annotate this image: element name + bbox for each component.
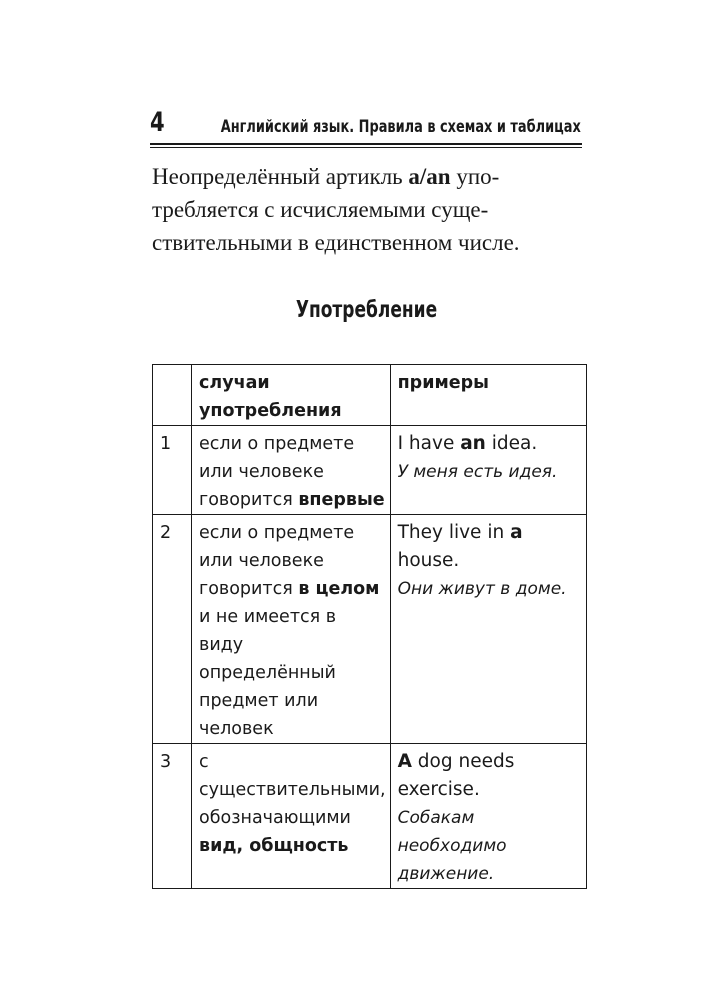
page-number: 4 [150,107,165,138]
case-emphasis: вид, общность [199,836,349,856]
section-title-text: Употребление [295,297,437,323]
usage-case [192,515,391,744]
intro-article: a/an [408,164,451,189]
table-row [153,744,587,889]
example-russian: У меня есть идея. [397,462,558,482]
header-examples-cell: примеры [390,365,586,426]
table-row [153,426,587,515]
usage-case [192,426,391,515]
header-num-cell [153,365,192,426]
case-emphasis: в целом [298,579,380,599]
case-text-end: и не имеется в виду определённый предмет или человек [199,607,337,739]
header-cases-cell: случаи употребления [192,365,391,426]
intro-line-2: требляется с исчисляемыми суще- [152,197,489,222]
case-text: если о предмете или человеке говорится [199,523,355,599]
header-rule-thick [150,143,582,145]
usage-example [390,515,586,744]
case-emphasis: впервые [298,490,385,510]
example-english: I have an idea. [397,433,538,454]
intro-line-3: ствительными в единственном числе. [152,230,520,255]
example-article: an [460,433,486,454]
running-title: Английский язык. Правила в схемах и таблицах [220,117,581,137]
table-header-row [153,365,587,426]
table-row [153,515,587,744]
example-russian: Они живут в доме. [397,579,567,599]
usage-table [152,364,587,889]
example-article: A [397,751,412,772]
row-number: 3 [153,744,192,889]
intro-paragraph [152,160,580,259]
usage-example [390,744,586,889]
usage-case [192,744,391,889]
row-number: 1 [153,426,192,515]
case-text: с существительными, обозначающими [199,752,386,828]
section-title [152,295,580,325]
example-russian: Собакам необходимо движение. [397,808,507,884]
intro-line-1-end: упо- [450,164,500,189]
header-rule-thin [150,147,582,148]
case-text: если о предмете или человеке говорится [199,434,355,510]
usage-example [390,426,586,515]
example-english: They live in a house. [397,522,523,571]
row-number: 2 [153,515,192,744]
example-english: A dog needs exercise. [397,751,515,800]
intro-line-1-start: Неопределённый артикль [152,164,409,189]
example-article: a [510,522,523,543]
